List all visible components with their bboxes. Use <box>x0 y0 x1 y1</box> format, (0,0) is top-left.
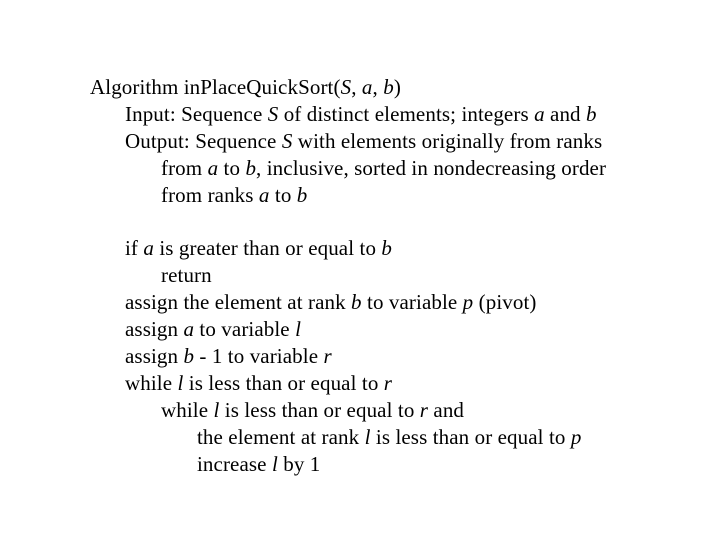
text-segment: assign <box>125 317 184 341</box>
code-line <box>125 344 332 368</box>
text-segment: and <box>544 102 587 126</box>
text-segment: b <box>183 344 195 368</box>
text-segment: by 1 <box>277 452 321 476</box>
text-segment: is less than or equal to <box>219 398 420 422</box>
text-segment: a <box>258 183 270 207</box>
text-segment: while <box>161 398 214 422</box>
text-segment: is greater than or equal to <box>154 236 382 260</box>
text-segment: a <box>534 102 545 126</box>
text-segment: ) <box>393 75 401 99</box>
text-segment: l <box>213 398 220 422</box>
code-line <box>197 425 581 449</box>
text-segment: from <box>161 156 208 180</box>
code-line <box>125 317 301 341</box>
output-spec-line <box>125 129 602 153</box>
code-line <box>125 236 392 260</box>
text-segment: r <box>323 344 332 368</box>
algorithm-title <box>90 75 401 99</box>
text-segment: while <box>125 371 178 395</box>
text-segment: a <box>207 156 219 180</box>
text-segment: b <box>351 290 362 314</box>
text-segment: Algorithm inPlaceQuickSort( <box>90 75 341 99</box>
text-segment: l <box>271 452 278 476</box>
text-segment: l <box>295 317 302 341</box>
input-spec-line <box>125 102 597 126</box>
text-segment: , <box>372 75 384 99</box>
text-segment: l <box>177 371 184 395</box>
text-segment: Output: Sequence <box>125 129 282 153</box>
text-segment: l <box>364 425 371 449</box>
output-spec-continuation <box>161 156 606 180</box>
text-segment: to <box>218 156 246 180</box>
text-segment: increase <box>197 452 272 476</box>
text-segment: is less than or equal to <box>183 371 384 395</box>
text-segment: S <box>281 129 293 153</box>
text-segment: assign the element at rank <box>125 290 352 314</box>
code-line <box>125 371 392 395</box>
text-segment: of distinct elements; integers <box>278 102 535 126</box>
code-line <box>125 290 537 314</box>
text-segment: is less than or equal to <box>370 425 571 449</box>
output-spec-continuation <box>161 183 307 207</box>
text-segment: from ranks <box>161 183 259 207</box>
text-segment: b <box>381 236 393 260</box>
text-segment: p <box>462 290 474 314</box>
text-segment: S <box>340 75 352 99</box>
text-segment: , <box>351 75 362 99</box>
text-segment: a <box>183 317 195 341</box>
text-segment: p <box>570 425 582 449</box>
code-line <box>197 452 320 476</box>
text-segment: assign <box>125 344 184 368</box>
text-segment: a <box>361 75 373 99</box>
text-segment: b <box>383 75 394 99</box>
text-segment: return <box>161 263 212 287</box>
text-segment: S <box>267 102 279 126</box>
text-segment: b <box>586 102 597 126</box>
text-segment: a <box>143 236 154 260</box>
text-segment: - 1 to variable <box>194 344 324 368</box>
text-segment: if <box>125 236 144 260</box>
text-segment: Input: Sequence <box>125 102 268 126</box>
text-segment: b <box>245 156 257 180</box>
text-segment: , inclusive, sorted in nondecreasing order <box>256 156 607 180</box>
text-segment: to <box>269 183 297 207</box>
text-segment: with elements originally from ranks <box>292 129 603 153</box>
text-segment: (pivot) <box>473 290 537 314</box>
text-segment: to variable <box>361 290 463 314</box>
code-line <box>161 263 212 287</box>
text-segment: b <box>296 183 308 207</box>
text-segment: to variable <box>194 317 296 341</box>
text-segment: the element at rank <box>197 425 365 449</box>
text-segment: and <box>428 398 465 422</box>
text-segment: r <box>419 398 429 422</box>
code-line <box>161 398 464 422</box>
text-segment: r <box>383 371 393 395</box>
